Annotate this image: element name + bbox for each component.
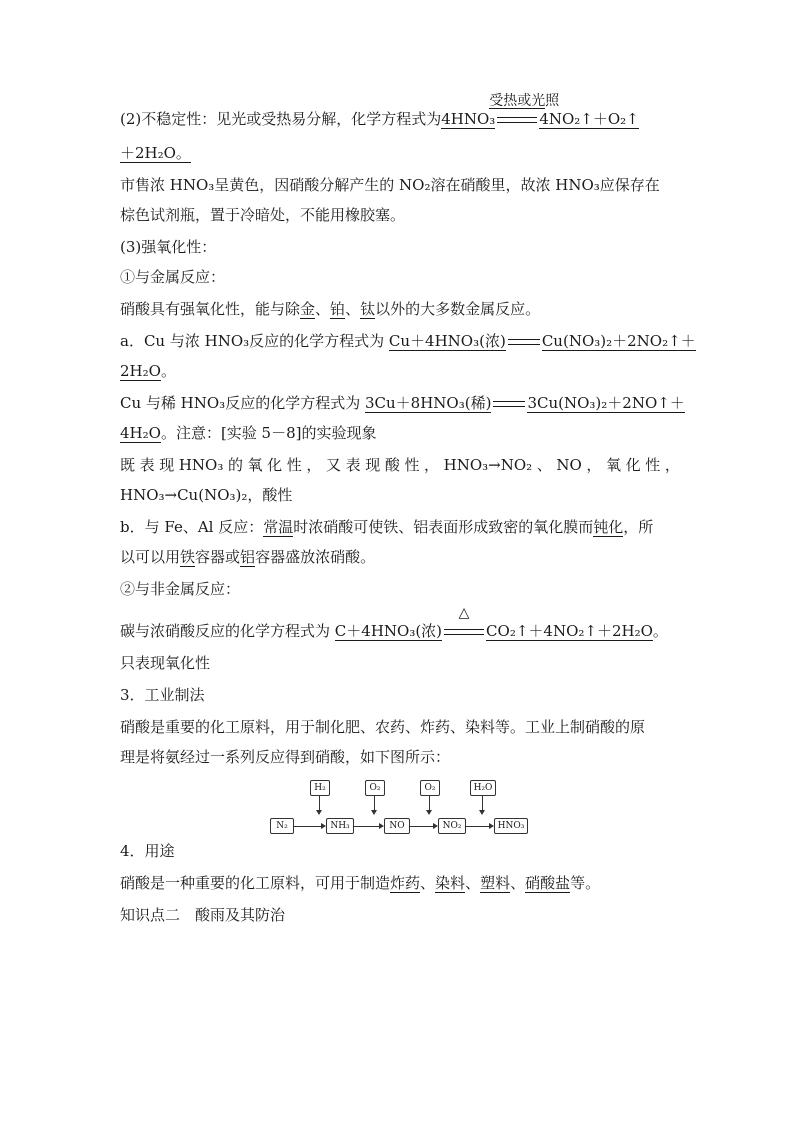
heading-industrial-production: 3．工业制法 xyxy=(120,686,205,704)
line-carbon-reaction: 碳与浓硝酸反应的化学方程式为 C＋4HNO₃(浓) △ CO₂↑＋4NO₂↑＋2H₂O。 xyxy=(120,605,668,640)
line-instability-cont: ＋2H₂O。 xyxy=(120,144,191,162)
line-oxid-acid-justified: 既 表 现 HNO₃ 的 氧 化 性 ， 又 表 现 酸 性 ， HNO₃→NO₂ 、 NO ， 氧 化 性 ， xyxy=(120,456,680,474)
process-flow-diagram xyxy=(270,778,530,834)
arrow-down-icon xyxy=(316,810,322,815)
arrow-right-icon xyxy=(321,823,326,829)
arrow-down-icon xyxy=(479,810,485,815)
paragraph-industrial-1: 硝酸是重要的化工原料，用于制化肥、农药、炸药、染料等。工业上制硝酸的原 xyxy=(120,718,646,736)
reagent-box: O₂ xyxy=(420,780,440,796)
equals-sign-condition: 受热或光照 xyxy=(495,108,539,130)
arrow-right-icon xyxy=(433,823,438,829)
line-uses: 硝酸是一种重要的化工原料，可用于制造炸药、染料、塑料、硝酸盐等。 xyxy=(120,874,601,892)
delta-icon: △ xyxy=(458,605,470,621)
equals-sign xyxy=(506,330,542,352)
line-cu-dilute-cont: 4H₂O。注意：[实验 5－8]的实验现象 xyxy=(120,424,377,442)
line-metal-exceptions: 硝酸具有强氧化性，能与除金、铂、钛以外的大多数金属反应。 xyxy=(120,300,541,318)
arrow-right-icon xyxy=(379,823,384,829)
product-box: NO₂ xyxy=(438,818,466,834)
product-box: NH₃ xyxy=(326,818,354,834)
line-acid-property: HNO₃→Cu(NO₃)₂，酸性 xyxy=(120,486,293,504)
paragraph-storage-1: 市售浓 HNO₃呈黄色，因硝酸分解产生的 NO₂溶在硝酸里，故浓 HNO₃应保存在 xyxy=(120,176,660,194)
arrow-right-icon xyxy=(489,823,494,829)
line-instability: (2)不稳定性：见光或受热易分解，化学方程式为4HNO₃ 受热或光照 4NO₂↑＋O₂↑ xyxy=(120,93,639,128)
paragraph-storage-2: 棕色试剂瓶，置于冷暗处，不能用橡胶塞。 xyxy=(120,206,406,224)
eq-decomp-lhs: 4HNO₃ xyxy=(441,110,496,128)
line-passivation-cont: 以可以用铁容器或铝容器盛放浓硝酸。 xyxy=(120,548,376,566)
equals-sign xyxy=(491,392,527,414)
product-box: NO xyxy=(384,818,410,834)
heading-nonmetal-reaction: ②与非金属反应： xyxy=(120,580,241,598)
line-cu-conc: a．Cu 与浓 HNO₃反应的化学方程式为 Cu＋4HNO₃(浓) Cu(NO₃)₂＋2NO₂↑＋ xyxy=(120,332,696,350)
line-passivation: b．与 Fe、Al 反应：常温时浓硝酸可使铁、铝表面形成致密的氧化膜而钝化，所 xyxy=(120,518,654,536)
paragraph-industrial-2: 理是将氨经过一系列反应得到硝酸，如下图所示： xyxy=(120,748,451,766)
equals-sign-heat xyxy=(442,605,486,642)
arrow-down-icon xyxy=(426,810,432,815)
line-cu-conc-cont: 2H₂O。 xyxy=(120,362,176,380)
reagent-box: O₂ xyxy=(365,780,385,796)
heading-metal-reaction: ①与金属反应： xyxy=(120,268,226,286)
heading-acid-rain: 知识点二 酸雨及其防治 xyxy=(120,906,286,924)
reagent-box: H₂O xyxy=(470,780,496,796)
product-box: N₂ xyxy=(270,818,294,834)
arrow-down-icon xyxy=(371,810,377,815)
eq-decomp-rhs: 4NO₂↑＋O₂↑ xyxy=(539,110,639,128)
line-only-oxidation: 只表现氧化性 xyxy=(120,654,211,672)
product-box: HNO₃ xyxy=(494,818,528,834)
line-cu-dilute: Cu 与稀 HNO₃反应的化学方程式为 3Cu＋8HNO₃(稀) 3Cu(NO₃)₂＋2NO↑＋ xyxy=(120,394,685,412)
heading-uses: 4．用途 xyxy=(120,842,175,860)
reagent-box: H₂ xyxy=(310,780,330,796)
heading-strong-oxidation: (3)强氧化性： xyxy=(120,238,217,256)
